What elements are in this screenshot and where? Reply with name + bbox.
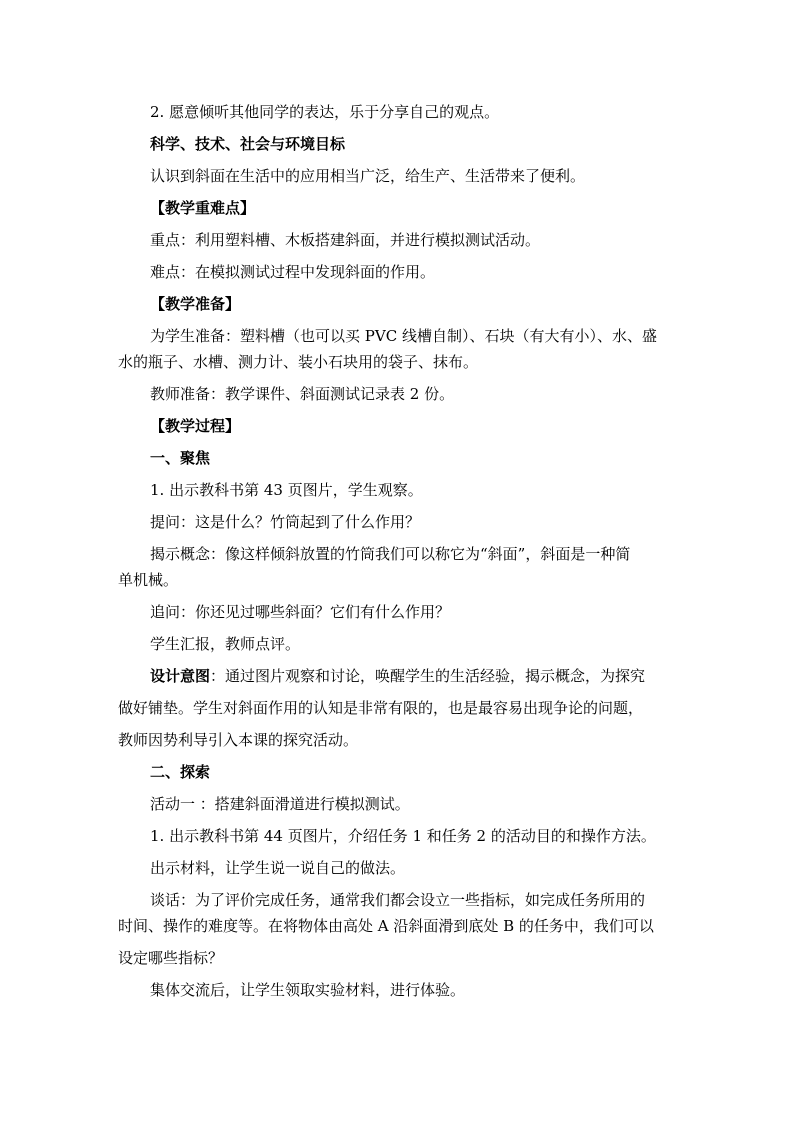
activity-1: 活动一 ：搭建斜面滑道进行模拟测试。 (150, 795, 410, 813)
talk-line-3: 设定哪些指标？ (118, 949, 224, 967)
key-points-heading: 【教学重难点】 (150, 199, 256, 217)
student-preparation-line-2: 水的瓶子、水槽、测力计、装小石块用的袋子、抹布。 (118, 353, 479, 371)
followup-question: 追问：你还见过哪些斜面？它们有什么作用？ (150, 603, 451, 621)
design-intent-text: ：通过图片观察和讨论，唤醒学生的生活经验，揭示概念，为探究 (210, 667, 646, 685)
focus-step-1: 1. 出示教科书第 43 页图片，学生观察。 (150, 481, 423, 499)
stse-text: 认识到斜面在生活中的应用相当广泛，给生产、生活带来了便利。 (150, 167, 586, 185)
goal-item-2: 2. 愿意倾听其他同学的表达，乐于分享自己的观点。 (150, 103, 500, 121)
student-report: 学生汇报，教师点评。 (150, 635, 301, 653)
explore-step-1: 1. 出示教科书第 44 页图片，介绍任务 1 和任务 2 的活动目的和操作方法。 (150, 827, 656, 845)
design-intent-line-2: 做好铺垫。学生对斜面作用的认知是非常有限的，也是最容易出现争论的问题， (118, 699, 644, 717)
focus-question: 提问：这是什么？竹筒起到了什么作用？ (150, 513, 421, 531)
key-point-text: 重点：利用塑料槽、木板搭建斜面，并进行模拟测试活动。 (150, 231, 541, 249)
exchange-text: 集体交流后，让学生领取实验材料，进行体验。 (150, 981, 466, 999)
preparation-heading: 【教学准备】 (150, 295, 241, 313)
student-preparation-line-1: 为学生准备：塑料槽（也可以买 PVC 线槽自制）、石块（有大有小）、水、盛 (150, 327, 657, 345)
stse-heading: 科学、技术、社会与环境目标 (150, 135, 346, 153)
talk-line-2: 时间、操作的难度等。在将物体由高处 A 沿斜面滑到底处 B 的任务中，我们可以 (118, 917, 654, 935)
design-intent-label: 设计意图 (150, 667, 211, 685)
explore-heading: 二、探索 (150, 763, 211, 781)
difficult-point-text: 难点：在模拟测试过程中发现斜面的作用。 (150, 263, 436, 281)
design-intent-line-1 (150, 666, 645, 686)
teacher-preparation: 教师准备：教学课件、斜面测试记录表 2 份。 (150, 385, 455, 403)
focus-heading: 一、聚焦 (150, 449, 211, 467)
materials-text: 出示材料，让学生说一说自己的做法。 (150, 859, 406, 877)
design-intent-line-3: 教师因势利导引入本课的探究活动。 (118, 731, 359, 749)
concept-line-1: 揭示概念：像这样倾斜放置的竹筒我们可以称它为“斜面”，斜面是一种简 (150, 545, 631, 563)
talk-line-1: 谈话：为了评价完成任务，通常我们都会设立一些指标，如完成任务所用的 (150, 891, 646, 909)
concept-line-2: 单机械。 (118, 571, 179, 589)
process-heading: 【教学过程】 (150, 417, 241, 435)
